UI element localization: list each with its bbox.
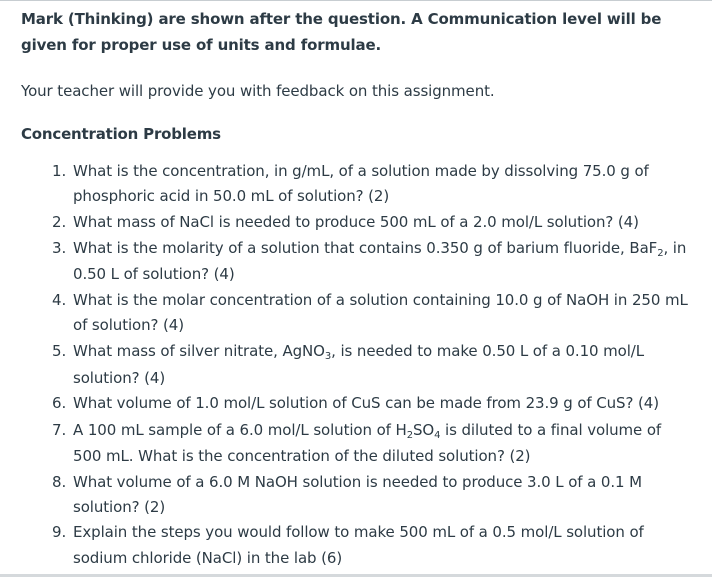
- problem-item: [21, 470, 691, 521]
- marking-instructions: Mark (Thinking) are shown after the question. A Communication level will be given for proper use of units and formulae.: [21, 10, 662, 54]
- problem-text: What mass of NaCl is needed to produce 500 mL of a 2.0 mol/L solution? (4): [73, 212, 639, 231]
- problem-item: [21, 159, 691, 210]
- problem-text: What mass of silver nitrate, AgNO: [73, 342, 325, 361]
- problem-item: [21, 417, 691, 470]
- feedback-note: Your teacher will provide you with feedback on this assignment.: [21, 82, 495, 100]
- problem-text: What is the molarity of a solution that contains 0.350 g of barium fluoride, BaF: [73, 238, 658, 257]
- problem-number: 6.: [52, 394, 67, 413]
- problem-item: [21, 338, 691, 391]
- problem-number: 1.: [52, 162, 67, 180]
- top-divider: [0, 0, 712, 1]
- problem-number: 5.: [52, 342, 67, 361]
- problem-list: [21, 159, 691, 571]
- problem-number: 4.: [52, 290, 67, 309]
- problem-text: What is the molar concentration of a solution containing 10.0 g of NaOH in 250 mL of solution? (4): [73, 290, 688, 335]
- problem-text: What volume of 1.0 mol/L solution of CuS can be made from 23.9 g of CuS? (4): [73, 394, 659, 413]
- subscript: 2: [657, 247, 664, 259]
- problem-item: [21, 210, 691, 235]
- problem-number: 2.: [52, 212, 67, 231]
- problem-text-middle: SO: [412, 420, 435, 439]
- problem-text: Explain the steps you would follow to make 500 mL of a 0.5 mol/L solution of sodium chloride (NaCl) in the lab (6): [73, 523, 644, 567]
- problem-item: [21, 288, 691, 339]
- section-heading: Concentration Problems: [21, 125, 221, 143]
- problem-text: What is the concentration, in g/mL, of a solution made by dissolving 75.0 g of phosphoric acid in 50.0 mL of solution? (2): [73, 162, 649, 206]
- problem-number: 7.: [52, 420, 67, 439]
- subscript: 3: [324, 351, 332, 363]
- problem-number: 8.: [52, 472, 67, 491]
- problem-number: 3.: [52, 238, 67, 257]
- problem-item: [21, 391, 691, 416]
- assignment-content: [21, 6, 691, 571]
- problem-item: [21, 235, 691, 288]
- subscript: 4: [434, 429, 441, 441]
- problem-text: A 100 mL sample of a 6.0 mol/L solution of H: [73, 420, 407, 439]
- problem-number: 9.: [52, 523, 67, 542]
- subscript: 2: [406, 429, 413, 441]
- problem-item: [21, 520, 691, 571]
- problem-text: What volume of a 6.0 M NaOH solution is needed to produce 3.0 L of a 0.1 M solution? (2): [73, 472, 642, 517]
- problem-text-end: , in 0.50 L of solution? (4): [73, 238, 687, 284]
- problem-text-end: , is needed to make 0.50 L of a 0.10 mol/L solution? (4): [73, 342, 645, 387]
- problem-text-end: is diluted to a final volume of 500 mL. What is the concentration of the diluted solution? (2): [73, 420, 662, 466]
